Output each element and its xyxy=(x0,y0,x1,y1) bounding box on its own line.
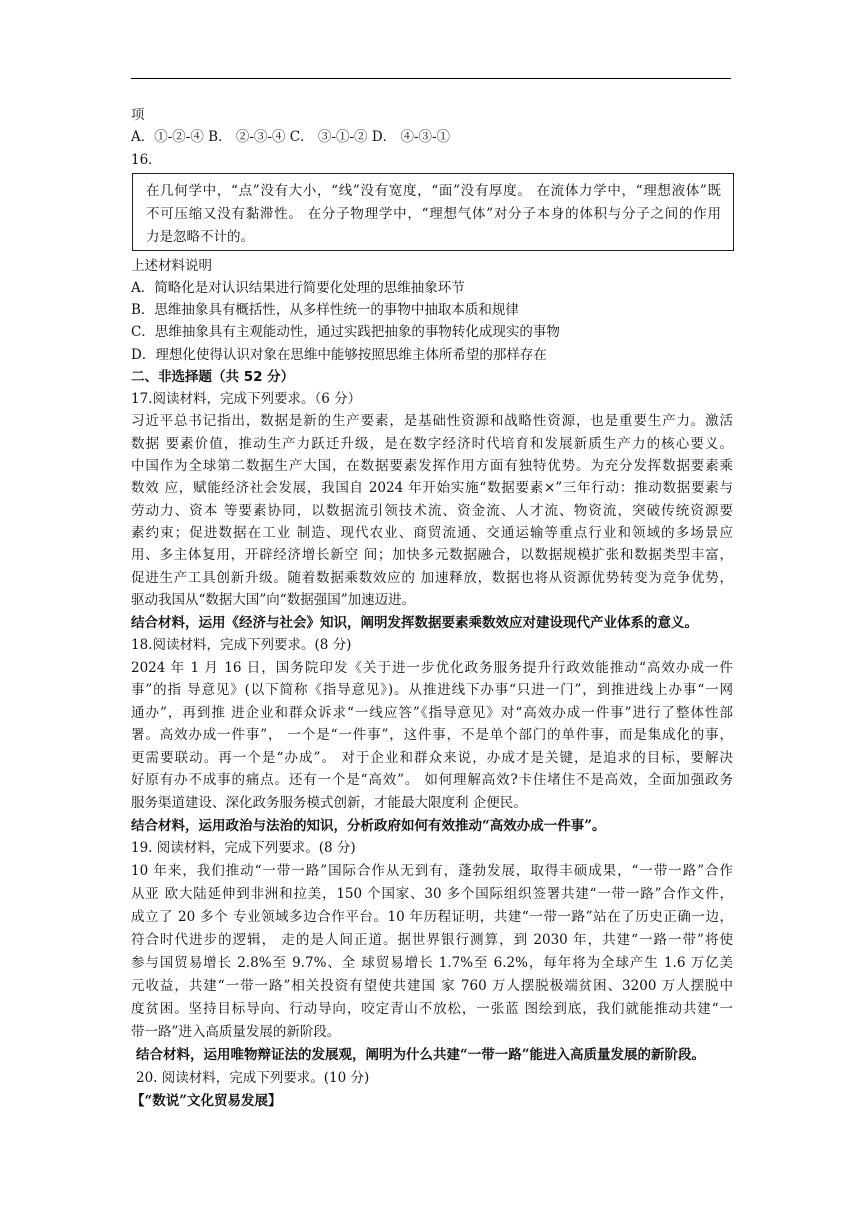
material-line: 服务渠道建设、深化政务服务模式创新，才能最大限度利 企便民。 xyxy=(131,795,527,811)
material-line: 符合时代进步的逻辑， 走的是人间正道。据世界银行测算，到 2030 年，共建“一路一带”将使 xyxy=(131,932,733,948)
material-line: 好原有办不成事的痛点。还有一个是“高效”。 如何理解高效?卡住堵住不是高效，全面加强政务 xyxy=(131,772,733,788)
material-line: 参与国贸易增长 2.8%至 9.7%、全 球贸易增长 1.7%至 6.2%，每年将为全球产生 1.6 万亿美 xyxy=(131,955,733,971)
material-line: 驱动我国从“数据大国”向“数据强国”加速迈进。 xyxy=(131,592,416,608)
material-line: 数效 应，赋能经济社会发展，我国自 2024 年开始实施“数据要素×”三年行动：推动数据要素与 xyxy=(131,480,733,496)
material-line: 促进生产工具创新升级。随着数据乘数效应的 加速释放，数据也将从资源优势转变为竞争优势， xyxy=(131,570,733,586)
q16-material-box xyxy=(132,173,734,251)
q20-head: 20. 阅读材料，完成下列要求。(10 分) xyxy=(136,1070,370,1086)
q16-option-a: A．简略化是对认识结果进行简要化处理的思维抽象环节 xyxy=(131,280,465,296)
material-line: 中国作为全球第二数据生产大国，在数据要素发挥作用方面有独特优势。为充分发挥数据要素乘 xyxy=(131,458,733,474)
q16-option-d: D．理想化使得认识对象在思维中能够按照思维主体所希望的那样存在 xyxy=(131,347,547,363)
material-line: 从亚 欧大陆延伸到非洲和拉美，150 个国家、30 多个国际组织签署共建“一带一路”合作文件， xyxy=(131,886,733,902)
q16-stem: 上述材料说明 xyxy=(131,258,212,274)
q19-head: 19. 阅读材料，完成下列要求。(8 分) xyxy=(131,840,356,856)
material-line: 通办”，再到推 进企业和群众诉求“一线应答”《指导意见》对“高效办成一件事”进行了整体性部 xyxy=(131,705,733,721)
q20-subtitle: 【“数说”文化贸易发展】 xyxy=(131,1093,282,1109)
q16-option-b: B．思维抽象具有概括性，从多样性统一的事物中抽取本质和规律 xyxy=(131,302,519,318)
q16-option-c: C．思维抽象具有主观能动性，通过实践把抽象的事物转化成现实的事物 xyxy=(131,324,560,340)
q17-head: 17.阅读材料，完成下列要求。（6 分） xyxy=(131,391,362,407)
box-line: 力是忽略不计的。 xyxy=(146,229,254,245)
box-line: 在几何学中，“点”没有大小，“线”没有宽度，“面”没有厚度。 在流体力学中，“理想液体”既 xyxy=(146,183,721,199)
q16-number: 16． xyxy=(131,152,162,168)
continued-text: 项 xyxy=(131,107,145,123)
material-line: 元收益，共建“一带一路”相关投资有望使共建国 家 760 万人摆脱极端贫困、3200 万人摆脱中 xyxy=(131,978,733,994)
q15-options: A．①-②-④ B． ②-③-④ C． ③-①-② D． ④-③-① xyxy=(131,129,451,145)
material-line: 署。高效办成一件事”， 一个是“一件事”，这件事，不是单个部门的单件事，而是集成化的事， xyxy=(131,727,733,743)
material-line: 用、多主体复用，开辟经济增长新空 间；加快多元数据融合，以数据规模扩张和数据类型丰富， xyxy=(131,547,733,563)
material-line: 度贫困。坚持目标导向、行动导向，咬定青山不放松，一张蓝 图绘到底，我们就能推动共建“一 xyxy=(131,1001,733,1017)
material-line: 事”的指 导意见》(以下简称《指导意见》)。从推进线下办事“只进一门”，到推进线上办事“一网 xyxy=(131,682,733,698)
box-line: 不可压缩又没有黏滞性。 在分子物理学中，“理想气体”对分子本身的体积与分子之间的作用 xyxy=(146,206,721,222)
q18-question: 结合材料，运用政治与法治的知识，分析政府如何有效推动“高效办成一件事”。 xyxy=(131,818,606,834)
material-line: 2024 年 1 月 16 日，国务院印发《关于进一步优化政务服务提升行政效能推动“高效办成一件 xyxy=(131,660,733,676)
header-rule xyxy=(131,78,731,79)
material-line: 带一路”进入高质量发展的新阶段。 xyxy=(131,1024,341,1040)
material-line: 习近平总书记指出，数据是新的生产要素，是基础性资源和战略性资源，也是重要生产力。激活 xyxy=(131,413,733,429)
q18-head: 18.阅读材料，完成下列要求。(8 分) xyxy=(131,637,352,653)
material-line: 素约束；促进数据在工业 制造、现代农业、商贸流通、交通运输等重点行业和领域的多场景应 xyxy=(131,525,733,541)
material-line: 更需要联动。再一个是“办成”。 对于企业和群众来说，办成才是关键，是追求的目标，要解决 xyxy=(131,750,733,766)
q17-question: 结合材料，运用《经济与社会》知识，阐明发挥数据要素乘数效应对建设现代产业体系的意义。 xyxy=(131,615,698,631)
section-title: 二、非选择题（共 52 分） xyxy=(131,369,295,385)
q19-question: 结合材料，运用唯物辩证法的发展观，阐明为什么共建“一带一路”能进入高质量发展的新阶段。 xyxy=(136,1047,706,1063)
material-line: 劳动力、资本 等要素协同，以数据流引领技术流、资金流、人才流、物资流，突破传统资源要 xyxy=(131,503,733,519)
material-line: 10 年来，我们推动“一带一路”国际合作从无到有，蓬勃发展，取得丰硕成果，“一带一路”合作 xyxy=(131,863,733,879)
material-line: 数据 要素价值，推动生产力跃迁升级，是在数字经济时代培育和发展新质生产力的核心要义。 xyxy=(131,436,733,452)
material-line: 成立了 20 多个 专业领域多边合作平台。10 年历程证明，共建“一带一路”站在了历史正确一边， xyxy=(131,909,733,925)
